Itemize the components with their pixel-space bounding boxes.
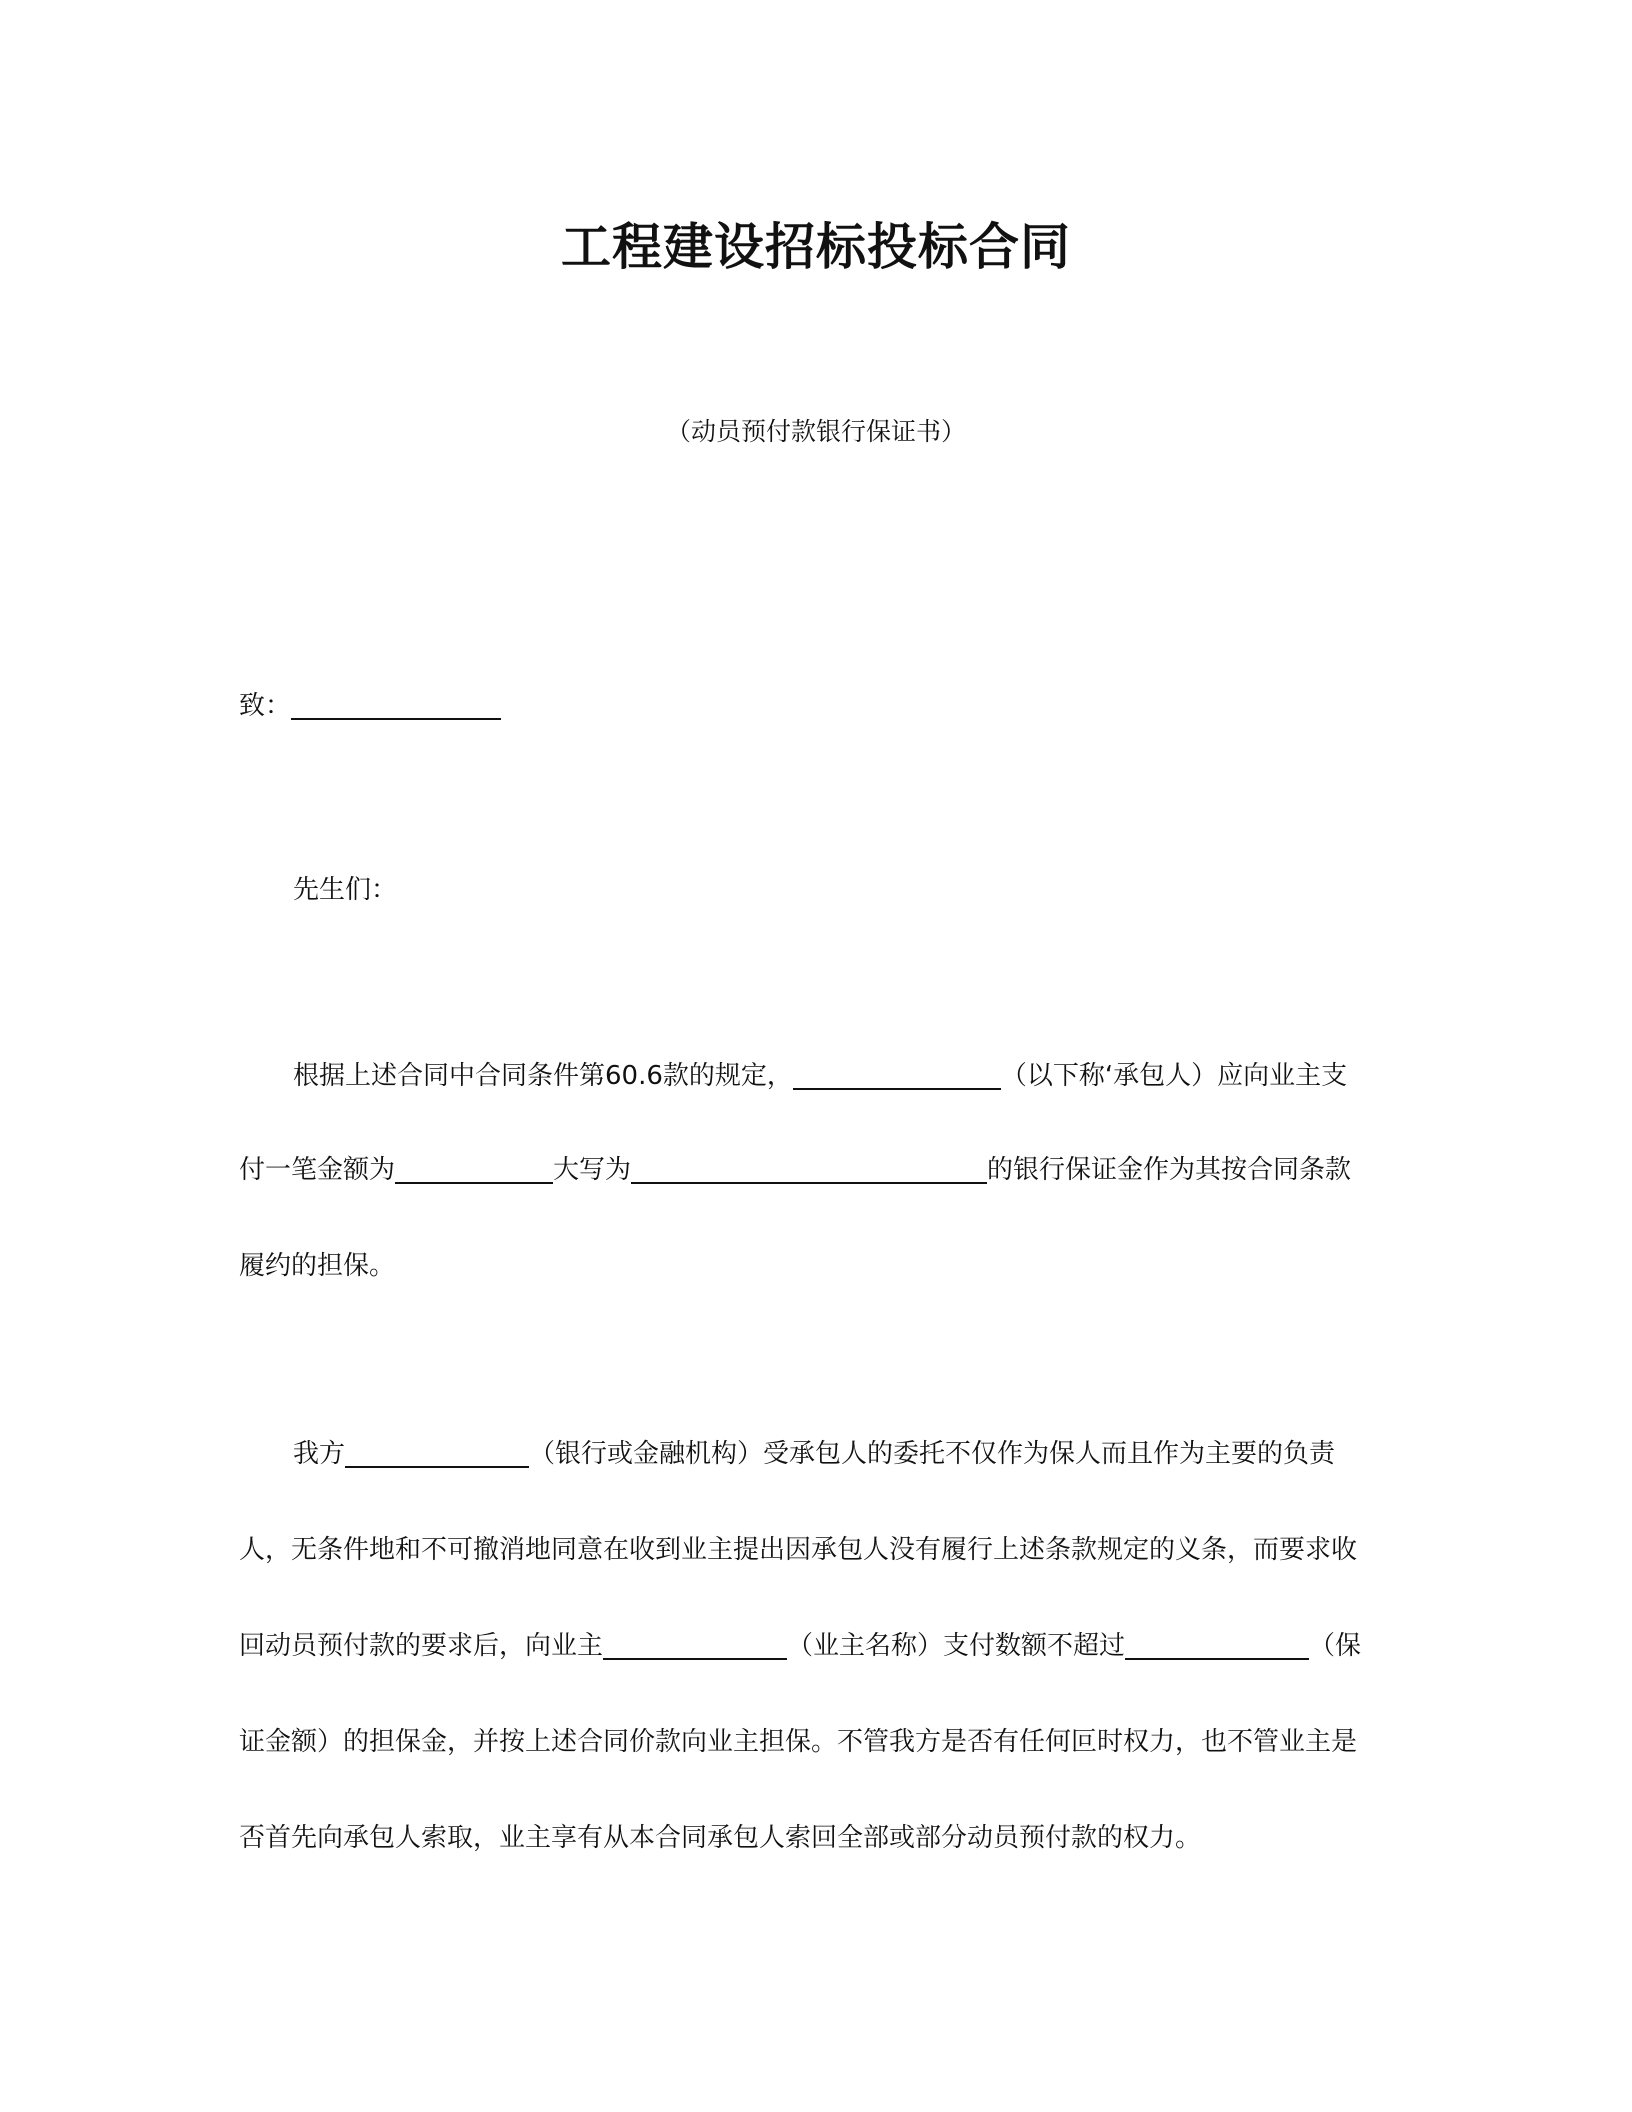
paragraph2-text: （业主名称）支付数额不超过 (787, 1631, 1126, 1661)
contractor-name-blank (793, 1058, 1001, 1090)
paragraph2-text: （保 (1309, 1631, 1362, 1661)
paragraph2-line4: 证金额）的担保金，并按上述合同价款向业主担保。不管我方是否有任何叵时权力，也不管业主是 (239, 1727, 1358, 1757)
addressee-label: 致： (239, 691, 292, 721)
guarantee-amount-blank (1125, 1628, 1309, 1660)
amount-blank (395, 1152, 553, 1184)
paragraph2-line1 (293, 1434, 1335, 1474)
paragraph2-line2: 人，无条件地和不可撤消地同意在收到业主提出因承包人没有履行上述条款规定的义条，而要求收 (239, 1535, 1358, 1565)
paragraph1-text: 的银行保证金作为其按合同条款 (987, 1155, 1352, 1185)
document-subtitle: （动员预付款银行保证书） (665, 417, 966, 446)
addressee-blank (291, 688, 501, 720)
paragraph1-line2 (239, 1150, 1351, 1190)
salutation: 先生们： (293, 875, 398, 905)
paragraph1-text: 根据上述合同中合同条件第60.6款的规定， (293, 1061, 793, 1091)
owner-name-blank (603, 1628, 787, 1660)
paragraph1-line1 (293, 1056, 1347, 1096)
paragraph1-text: 付一笔金额为 (239, 1155, 396, 1185)
bank-name-blank (345, 1436, 529, 1468)
paragraph1-text: 大写为 (553, 1155, 632, 1185)
paragraph2-text: 回动员预付款的要求后，向业主 (239, 1631, 604, 1661)
paragraph1-text: （以下称‘承包人）应向业主支 (1000, 1061, 1348, 1091)
paragraph2-line5: 否首先向承包人索取，业主享有从本合同承包人索回全部或部分动员预付款的权力。 (239, 1823, 1202, 1853)
paragraph2-text: 我方 (293, 1439, 346, 1469)
paragraph2-text: （银行或金融机构）受承包人的委托不仅作为保人而且作为主要的负责 (529, 1439, 1336, 1469)
addressee-line (239, 686, 501, 726)
paragraph2-line3 (239, 1626, 1361, 1666)
paragraph1-line3: 履约的担保。 (239, 1251, 396, 1281)
amount-in-words-blank (631, 1152, 987, 1184)
document-title: 工程建设招标投标合同 (561, 218, 1071, 276)
